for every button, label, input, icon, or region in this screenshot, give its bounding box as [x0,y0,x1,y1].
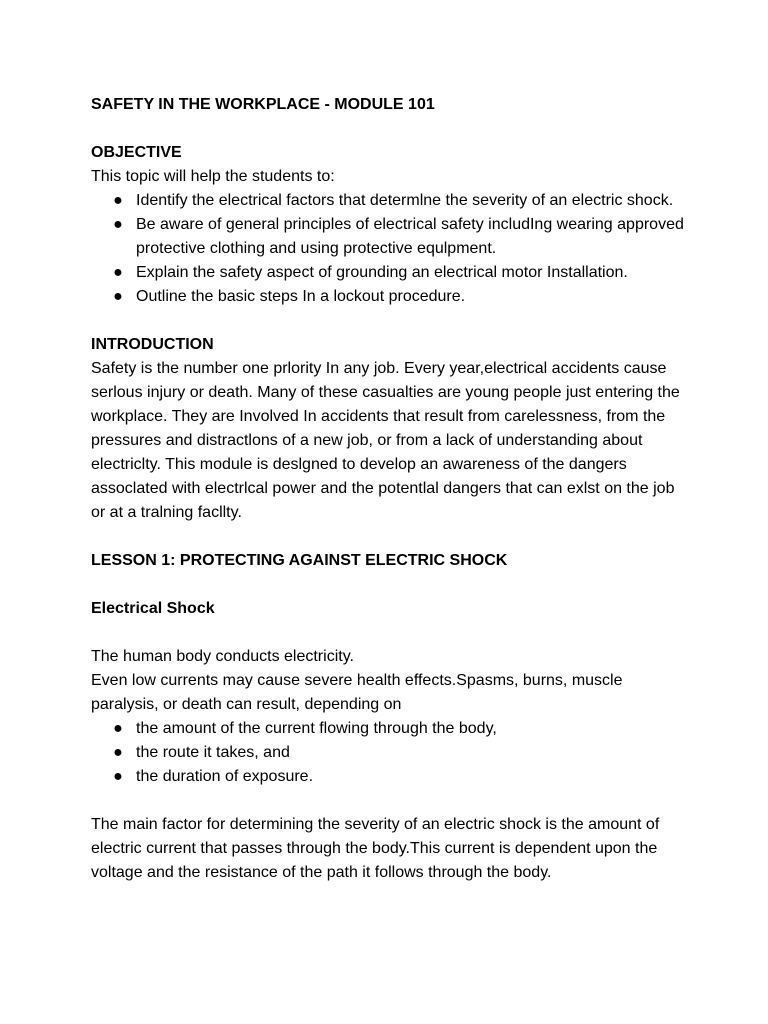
bullet-icon: ● [113,264,123,281]
objective-list [91,189,691,309]
bullet-icon: ● [113,720,123,737]
shock-factors-list [91,717,691,789]
objective-item-text: Be aware of general principles of electrical safety includIng wearing approved protective clothing and using protective equlpment. [136,216,684,257]
lesson-closing: The main factor for determining the severity of an electric shock is the amount of electric current that passes through the body.This current is dependent upon the voltage and the resistance of the path it follows through the body. [91,816,660,881]
lesson-line: The human body conducts electricity. [91,648,354,665]
bullet-icon: ● [113,216,123,233]
section-spacer [91,525,691,549]
lesson-line: Even low currents may cause severe health effects.Spasms, burns, muscle paralysis, or death can result, depending on [91,672,623,713]
objective-item [91,261,691,285]
objective-intro: This topic will help the students to: [91,168,335,185]
objective-heading: OBJECTIVE [91,144,182,161]
objective-item-text: Outline the basic steps In a lockout procedure. [136,288,466,305]
objective-item [91,213,691,261]
bullet-icon: ● [113,768,123,785]
document-title: SAFETY IN THE WORKPLACE - MODULE 101 [91,96,435,113]
section-spacer [91,573,691,597]
objective-item-text: Identify the electrical factors that determlne the severity of an electric shock. [136,192,674,209]
objective-item [91,189,691,213]
bullet-icon: ● [113,744,123,761]
lesson-subheading: Electrical Shock [91,600,215,617]
shock-factor-item [91,717,691,741]
shock-factor-item [91,765,691,789]
section-spacer [91,789,691,813]
introduction-heading: INTRODUCTION [91,336,214,353]
shock-factor-text: the amount of the current flowing through the body, [136,720,497,737]
section-spacer [91,309,691,333]
section-spacer [91,621,691,645]
bullet-icon: ● [113,288,123,305]
shock-factor-text: the route it takes, and [136,744,290,761]
introduction-body: Safety is the number one prlority In any job. Every year,electrical accidents cause serlous injury or death. Many of these casualties are young people just entering the workplace. They are Involved In accidents that result from carelessness, from the pressures and distractlons of a new job, or from a lack of understanding about electriclty. This module is deslgned to develop an awareness of the dangers assoclated with electrlcal power and the potentlal dangers that can exlst on the job or at a tralning facllty. [91,360,680,521]
shock-factor-text: the duration of exposure. [136,768,314,785]
bullet-icon: ● [113,192,123,209]
objective-item-text: Explain the safety aspect of grounding an electrical motor Installation. [136,264,628,281]
lesson-heading: LESSON 1: PROTECTING AGAINST ELECTRIC SHOCK [91,552,508,569]
objective-item [91,285,691,309]
shock-factor-item [91,741,691,765]
document-body [91,93,691,885]
